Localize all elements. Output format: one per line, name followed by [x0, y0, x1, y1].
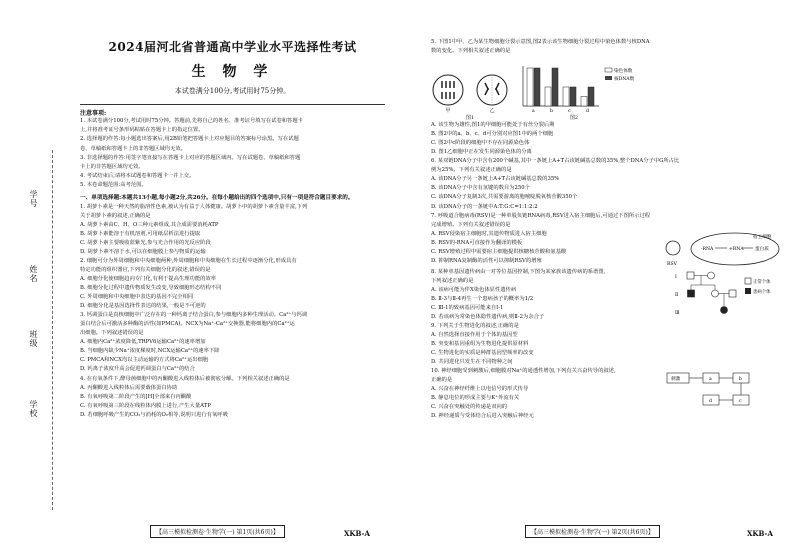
option-line: D. 若该病为常染色体隐性遗传病,则Ⅱ-2为杂合子 [431, 313, 545, 320]
option-line: B. 胡萝卜素能溶于有机溶剂,可用纸层析法进行提取 [80, 230, 201, 237]
option-line: A. 自然选择直接作用于个体的基因型 [431, 331, 518, 338]
affected-male-symbol [688, 290, 695, 297]
option-line: B. 该DNA分子中含有氢键的数目为250个 [431, 185, 530, 192]
note-line: 2. 选择题的作答:每小题选出答案后,用2B铅笔把答题卡上对应题目的答案标号涂黑。写在试题 [80, 136, 299, 143]
bar-染色体数-a [527, 68, 533, 106]
question-line: 蛋白结合后可激活多种酶的活性(如PMCA)。NCX为Na⁺-Ca²⁺交换器,能将细胞内的Ca²⁺运 [80, 321, 295, 328]
notes-title: 注意事项: [80, 110, 107, 117]
option-line: B. 有氧呼吸第二阶段产生的[H]全部来自丙酮酸 [80, 393, 192, 400]
question-line: 数的变化。下列相关叙述正确的是 [431, 48, 511, 55]
option-line: B. Ⅱ-3与Ⅱ-4再生一个患病孩子的概率为1/2 [431, 295, 534, 302]
q10-block [431, 367, 783, 421]
binding-dashed-line [52, 150, 53, 510]
legend-label: 核DNA数 [614, 77, 635, 83]
q8-block [431, 268, 783, 368]
q7-options [431, 230, 663, 266]
diagram-label: 宿主细胞 [753, 234, 772, 240]
option-line: A. 该生物为雄性,图1的甲细胞可能处于有丝分裂后期 [431, 122, 555, 129]
question-line: 出细胞。下列叙述错误的是 [80, 330, 144, 337]
question-line: 7. 呼吸道合胞病毒(RSV)是一种单股负链RNA病毒,RSV进入宿主细胞后,可通过下图所示过程 [431, 212, 651, 219]
figure-2 [509, 62, 639, 121]
binding-field-name: 姓名 [29, 265, 38, 283]
page-footer [525, 525, 660, 538]
exam-meta: 本试卷满分100分,考试用时75分钟。 [174, 87, 291, 95]
note-line: 5. 本卷命题范围:高考范围。 [80, 182, 147, 189]
question-block-left [80, 203, 385, 420]
note-line: 1. 本试卷满分100分,考试用时75分钟。答题前,先将自己的姓名、准考证号填写在试卷和答题卡 [80, 118, 303, 124]
option-line: B. 细胞分化过程中遗传物质发生改变,导致细胞形态结构不同 [80, 285, 222, 292]
x-tick-label: c [568, 109, 571, 115]
bar-核DNA数-c [570, 87, 576, 106]
binding-field-student-id: 学号 [29, 190, 38, 208]
left-content [80, 38, 385, 420]
bar-chart [509, 62, 639, 114]
bar-核DNA数-d [588, 87, 594, 106]
option-line: B. 图2中的a、b、c、d可分别对应图1中的两个细胞 [431, 131, 554, 138]
option-line: C. 兴奋在突触处的传递是双向的 [431, 404, 508, 411]
cell-figure-yi [475, 73, 509, 114]
diagram-label: a [709, 377, 712, 383]
question-line: 例为25%。下列有关叙述正确的是 [431, 167, 512, 174]
option-line: D. 钙离子浓度升高会促进钙调蛋白与Ca²⁺的结合 [80, 366, 195, 373]
legend-normal-symbol [745, 278, 751, 284]
figure-1 [431, 73, 509, 121]
figure-caption: 图2 [569, 115, 579, 122]
figure-caption: 图1 [465, 115, 475, 122]
option-line: C. 外周细胞和中央细胞中表达的基因不完全相同 [80, 294, 194, 301]
male-symbol [687, 272, 694, 279]
question-line: 下列叙述正确的是 [431, 277, 474, 284]
bar-核DNA数-a [534, 68, 540, 106]
binding-margin [0, 0, 76, 543]
cell-label: 甲 [445, 108, 451, 115]
q10-text [431, 367, 663, 421]
option-line: C. Ⅲ-1的致病基因可能来自Ⅰ-1 [431, 304, 504, 311]
diagram-label: RSV [667, 261, 677, 267]
legend-swatch-dna [605, 76, 612, 80]
nerve-flow-diagram [663, 367, 783, 419]
q7-block [431, 230, 783, 268]
option-line: C. 生物进化的实质是种群基因型频率的改变 [431, 350, 534, 357]
diagram-label: c [739, 399, 742, 405]
question-line: 正确的是 [431, 377, 453, 384]
option-line: D. 共同进化只发生在不同物种之间 [431, 359, 513, 366]
footer-label: 【高三模拟检测卷·生物学(一) 第1页(共6页)】 [150, 525, 285, 538]
question-line: 8. 某种单基因遗传病由一对等位基因控制,下图为某家族该遗传病的系谱图, [431, 268, 606, 275]
option-line: A. 细胞分化使细胞趋向专门化,有利于提高生理功能的效率 [80, 276, 217, 282]
bar-染色体数-b [545, 87, 551, 106]
question-line: 4. 在有氧条件下,酵母菌细胞中的丙酮酸进入线粒体后被彻底分解。下列相关叙述正确的是 [80, 375, 290, 382]
option-line: A. RSV侵染宿主细胞时,其遗传物质进入宿主细胞 [431, 230, 547, 237]
option-line: A. 该病可能为伴X染色体显性遗传病 [431, 286, 517, 293]
x-tick-label: d [586, 109, 589, 115]
bar-染色体数-c [563, 87, 569, 106]
female-symbol [708, 272, 715, 279]
note-line: 卡上的非答题区域均无效。 [80, 164, 144, 171]
binding-field-class: 班级 [29, 330, 38, 348]
option-line: C. 有氧呼吸第三阶段在线粒体内膜上进行,产生大量ATP [80, 402, 211, 409]
option-line: B. RSV的-RNA可直接作为翻译的模板 [431, 239, 523, 246]
paper-code: XKB-A [344, 529, 370, 538]
cell-label: 乙 [489, 108, 495, 115]
page-footer [150, 525, 285, 538]
option-line: A. 兴奋在神经纤维上以电信号的形式传导 [431, 386, 529, 393]
generation-label: Ⅱ [675, 292, 679, 298]
question-line: 完成增殖。下列有关叙述错误的是 [431, 221, 511, 228]
paper-code: XKB-A [747, 529, 773, 538]
question-line: 10. 神经细胞受到刺激后,细胞膜对Na⁺的通透性增加,下列有关兴奋传导的叙述, [431, 368, 616, 375]
subject-title: 生 物 学 [191, 64, 274, 80]
option-line: D. 细胞分化是基因选择性表达的结果,一般是不可逆的 [80, 303, 206, 310]
diagram-label: 刺激 [671, 377, 681, 383]
diagram-label: 蛋白质 [755, 246, 769, 252]
cell-diagram-icon [475, 73, 509, 107]
question-line: 9. 下列关于生物进化的叙述,正确的是 [431, 322, 519, 329]
option-line: C. PMCA和NCX均以主动运输的方式将Ca²⁺运出细胞 [80, 357, 209, 364]
option-line: A. 丙酮酸进入线粒体后需要载体蛋白协助 [80, 384, 178, 391]
question-line: 5. 下图1中甲、乙为某生物细胞分裂示意图,图2表示该生物细胞分裂过程中染色体数与核DNA [431, 39, 650, 45]
legend-label: 染色体数 [614, 69, 633, 75]
option-line: D. 若细胞呼吸产生的CO₂与消耗的O₂相等,说明只进行有氧呼吸 [80, 411, 228, 418]
option-line: D. 该DNA分子的一条链中A:T:G:C=1:1:2:2 [431, 203, 538, 210]
note-line: 卷、草稿纸和答题卡上的非答题区域均无效。 [80, 145, 186, 152]
question-line: 6. 某双链DNA分子中含有200个碱基,其中一条链上A+T占该链碱基总数的35%,整个DNA分子中G所占比 [431, 158, 680, 165]
note-line: 3. 非选择题的作答:用签字笔直接写在答题卡上对应的答题区域内。写在试题卷、草稿纸和答题 [80, 154, 301, 161]
note-line: 上,并将准考证号条形码粘贴在答题卡上的指定位置。 [80, 127, 204, 134]
diagram-label: b [739, 377, 742, 383]
legend-label: 正常个体 [753, 279, 771, 285]
option-line: B. 静息电位的形成主要与K⁺外流有关 [431, 395, 520, 402]
diagram-label: +RNA [729, 246, 744, 252]
option-line: C. 该DNA分子复制3次,共需要游离的胞嘧啶脱氧核苷酸350个 [431, 194, 578, 201]
male-symbol [729, 290, 736, 297]
right-page [397, 0, 794, 543]
legend-swatch-chromosome [605, 68, 612, 72]
q8-text [431, 268, 673, 368]
option-line: A. 该DNA分子另一条链上A+T占该链碱基总数的35% [431, 176, 560, 183]
option-line: B. 当细胞内缺少Na⁺浓度梯度时,NCX运输Ca²⁺的速率下降 [80, 348, 220, 355]
option-line: D. 神经递质与受体结合后进入突触后神经元 [431, 413, 534, 420]
diagram-label: d [709, 399, 712, 405]
footer-label: 【高三模拟检测卷·生物学(一) 第2页(共6页)】 [525, 525, 660, 538]
bar-核DNA数-b [552, 68, 558, 106]
right-content [431, 38, 783, 421]
option-line: C. RSV增殖过程中需要宿主细胞提供核糖核苷酸和氨基酸 [431, 248, 567, 255]
note-line: 4. 考试结束后,请将本试题卷和答题卡一并上交。 [80, 173, 195, 180]
binding-field-school: 学校 [29, 400, 38, 418]
legend-affected-symbol [745, 288, 751, 294]
option-line: C. 胡萝卜素主要吸收蓝紫光,参与光合作用的光反应阶段 [80, 239, 211, 246]
cell-figure-jia [431, 73, 465, 114]
option-line: D. 抑制RNA复制酶的活性可以抑制RSV的增殖 [431, 257, 542, 264]
generation-label: Ⅲ [675, 310, 680, 316]
affected-female-symbol [721, 306, 728, 313]
option-line: A. 细胞内Ca²⁺浓度降低,TRPV6运输Ca²⁺的速率增加 [80, 339, 206, 346]
bar-染色体数-d [581, 97, 587, 107]
generation-label: Ⅰ [675, 274, 677, 280]
pedigree-chart [673, 268, 783, 326]
female-symbol [712, 290, 719, 297]
virus-icon [666, 241, 680, 255]
figure-row-q5 [431, 59, 783, 121]
option-line: D. 胡萝卜素不溶于水,可以在细胞膜上参与物质的运输 [80, 248, 206, 255]
question-line: 3. 钙调蛋白是真核细胞中广泛存在的一种钙离子结合蛋白,参与细胞内多种生理活动。Ca²⁺与钙调 [80, 312, 308, 319]
legend-label: 患病个体 [753, 289, 771, 295]
question-line: 1. 胡萝卜素是一种天然的脂溶性色素,被认为有益于人体健康。胡萝卜中的胡萝卜素含量丰富,下列 [80, 203, 308, 210]
x-tick-label: b [550, 109, 553, 115]
option-line: C. 图2中c阶段的细胞中不存在同源染色体 [431, 140, 530, 147]
option-line: B. 突变和基因重组为生物进化提供原材料 [431, 341, 529, 348]
question-line: 2. 细胞可分为外周细胞和中央细胞两种,外周细胞和中央细胞在生长过程中逐渐分化,形成具有 [80, 257, 297, 264]
section-heading: 一、单项选择题:本题共13小题,每小题2分,共26分。在每小题给出的四个选项中,只有一项是符合题目要求的。 [80, 194, 354, 201]
question-line: 特定功能的组织器官,下列有关细胞分化的叙述,错误的是 [80, 266, 211, 273]
option-line: A. 胡萝卜素由C、H、O三种元素组成,其合成需要消耗ATP [80, 221, 219, 228]
x-tick-label: a [532, 109, 535, 115]
virus-replication-diagram [663, 230, 783, 268]
notes-box [80, 104, 385, 191]
cell-diagram-icon [431, 73, 465, 107]
diagram-label: -RNA [701, 246, 714, 252]
exam-title: 2024届河北省普通高中学业水平选择性考试 [108, 40, 357, 54]
question-line: 关于胡萝卜素的叙述,正确的是 [80, 212, 151, 219]
option-line: D. 图1乙细胞中正在发生同源染色体的分离 [431, 149, 532, 156]
